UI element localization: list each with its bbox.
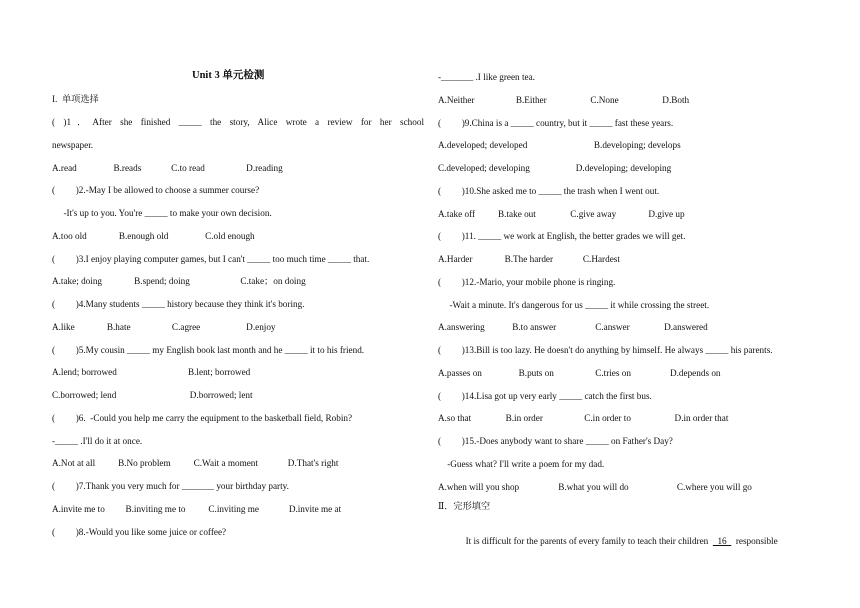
left-line: -_____ .I'll do it at once. [52,435,143,446]
cloze-text-before: It is difficult for the parents of every family to teach their children [451,536,713,546]
right-line: A.developed; developed B.developing; develops [438,140,681,151]
right-line: ( )12.-Mario, your mobile phone is ringing. [438,276,616,287]
left-line: -It's up to you. You're _____ to make your own decision. [52,208,272,218]
right-line: -_______ .I like green tea. [438,72,535,82]
right-line: A.when will you shop B.what you will do C.where you will go [438,481,752,492]
left-line: C.borrowed; lend D.borrowed; lent [52,390,253,400]
right-line: -Guess what? I'll write a poem for my dad. [438,458,605,469]
left-line: ( )5.My cousin _____ my English book last month and he _____ it to his friend. [52,344,365,355]
right-line: ( )13.Bill is too lazy. He doesn't do anything by himself. He always _____ his parents. [438,345,773,355]
left-line: ( )4.Many students _____ history because they think it's boring. [52,299,305,309]
page-title: Unit 3 单元检测 [192,70,265,81]
left-line: ( )2.-May I be allowed to choose a summer course? [52,185,260,196]
left-line: A.read B.reads C.to read D.reading [52,162,283,173]
left-line: A.Not at all B.No problem C.Wait a moment D.That's right [52,458,339,469]
right-line: A.Harder B.The harder C.Hardest [438,254,620,264]
right-line: ( )10.She asked me to _____ the trash when I went out. [438,185,660,196]
right-line: -Wait a minute. It's dangerous for us _____ it while crossing the street. [438,299,710,310]
left-line: ( )6. -Could you help me carry the equipment to the basketball field, Robin? [52,412,353,423]
right-line: A.passes on B.puts on C.tries on D.depends on [438,367,721,378]
right-line: ( )15.-Does anybody want to share _____ on Father's Day? [438,436,673,446]
left-line: A.like B.hate C.agree D.enjoy [52,321,276,332]
right-line: C.developed; developing D.developing; developing [438,163,672,173]
section-heading-multiple-choice: I. 单项选择 [52,94,99,104]
left-line: A.lend; borrowed B.lent; borrowed [52,367,251,378]
left-line: A.take; doing B.spend; doing C.take；on doing [52,276,306,287]
right-line: ( )9.China is a _____ country, but it _____ fast these years. [438,117,674,128]
section-heading-cloze: Ⅱ．完形填空 [438,501,491,511]
left-line: ( )1．After she finished _____ the story, Alice wrote a review for her school [52,117,424,127]
cloze-passage-line [438,523,778,559]
right-line: A.take off B.take out C.give away D.give up [438,208,685,219]
cloze-blank-16: 16 [712,536,732,546]
left-line: ( )8.-Would you like some juice or coffee? [52,526,227,537]
right-line: ( )11. _____ we work at English, the better grades we will get. [438,231,686,242]
left-line: A.invite me to B.inviting me to C.inviting me D.invite me at [52,503,342,514]
right-line: A.Neither B.Either C.None D.Both [438,94,690,105]
right-line: A.so that B.in order C.in order to D.in order that [438,413,729,424]
left-line: ( )7.Thank you very much for _______ your birthday party. [52,481,289,491]
left-line: ( )3.I enjoy playing computer games, but I can't _____ too much time _____ that. [52,253,370,264]
right-line: A.answering B.to answer C.answer D.answered [438,322,708,333]
left-line: A.too old B.enough old C.old enough [52,230,255,241]
right-line: ( )14.Lisa got up very early _____ catch the first bus. [438,390,652,401]
left-line: newspaper. [52,139,94,150]
cloze-text-after: responsible [731,536,778,546]
